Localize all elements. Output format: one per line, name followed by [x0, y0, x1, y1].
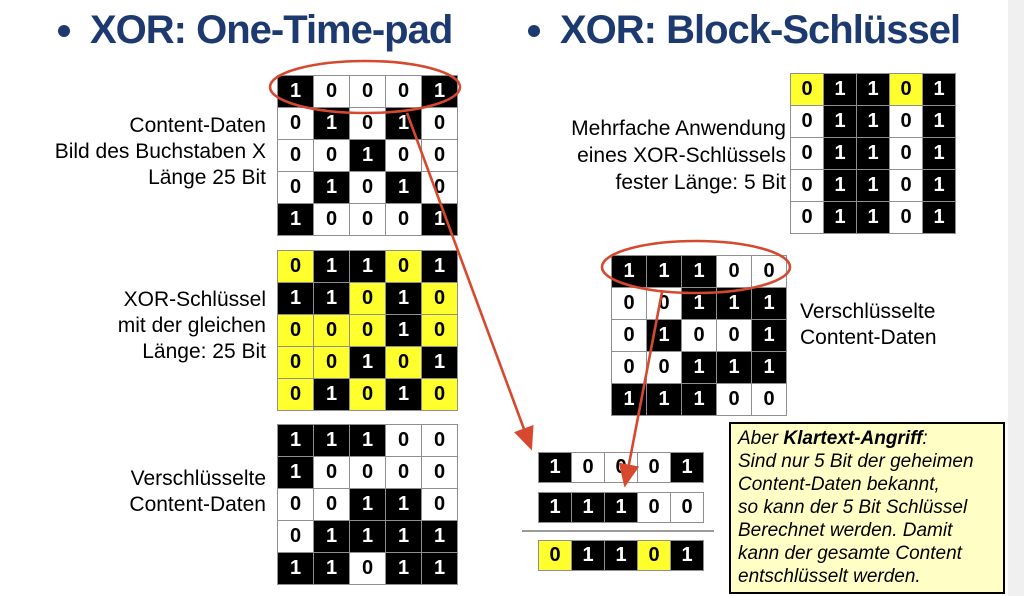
- grid-cell: 1: [612, 256, 646, 287]
- grid-cell: 1: [717, 352, 751, 383]
- attack-plain-row: [538, 452, 704, 483]
- grid-cell: 1: [386, 521, 421, 552]
- grid-cell: 1: [386, 108, 421, 139]
- grid-cell: 1: [539, 493, 571, 522]
- right-title: XOR: Block-Schlüssel: [560, 8, 961, 52]
- grid-cell: 0: [422, 425, 457, 456]
- grid-cell: 0: [422, 489, 457, 520]
- grid-cell: 0: [647, 288, 681, 319]
- grid-cell: 0: [278, 140, 313, 171]
- grid-cell: 1: [605, 493, 637, 522]
- grid-cell: 0: [278, 251, 313, 282]
- grid-cell: 0: [572, 453, 604, 482]
- grid-cell: 0: [314, 315, 349, 346]
- grid-cell: 0: [752, 384, 786, 415]
- grid-cell: 0: [422, 140, 457, 171]
- encrypted-data-label-left: Verschlüsselte Content-Daten: [129, 467, 266, 516]
- grid-cell: 0: [386, 347, 421, 378]
- grid-cell: 1: [857, 74, 889, 105]
- page-right-margin: [1008, 0, 1024, 596]
- grid-cell: 0: [422, 283, 457, 314]
- grid-cell: 0: [791, 170, 823, 201]
- grid-cell: 0: [314, 76, 349, 107]
- grid-cell: 0: [890, 106, 922, 137]
- grid-cell: 1: [386, 283, 421, 314]
- grid-cell: 0: [278, 172, 313, 203]
- grid-cell: 1: [278, 283, 313, 314]
- grid-cell: 1: [682, 384, 716, 415]
- grid-cell: 1: [314, 425, 349, 456]
- grid-cell: 0: [422, 315, 457, 346]
- grid-cell: 0: [314, 489, 349, 520]
- grid-cell: 0: [350, 76, 385, 107]
- grid-cell: 1: [422, 553, 457, 584]
- grid-cell: 1: [647, 256, 681, 287]
- grid-cell: 0: [791, 202, 823, 233]
- grid-cell: 0: [717, 384, 751, 415]
- grid-cell: 1: [857, 202, 889, 233]
- grid-cell: 0: [791, 138, 823, 169]
- grid-cell: 1: [923, 138, 955, 169]
- grid-cell: 1: [671, 541, 703, 570]
- grid-cell: 0: [682, 320, 716, 351]
- grid-cell: 0: [539, 541, 571, 570]
- grid-cell: 0: [717, 256, 751, 287]
- grid-cell: 1: [923, 202, 955, 233]
- grid-cell: 1: [752, 320, 786, 351]
- grid-cell: 0: [612, 320, 646, 351]
- grid-cell: 1: [386, 172, 421, 203]
- grid-cell: 0: [350, 553, 385, 584]
- grid-cell: 1: [857, 106, 889, 137]
- grid-cell: 1: [857, 170, 889, 201]
- right-title-row: [528, 8, 960, 53]
- grid-cell: 1: [923, 106, 955, 137]
- grid-cell: 0: [314, 204, 349, 235]
- grid-cell: 1: [647, 320, 681, 351]
- grid-cell: 0: [647, 352, 681, 383]
- content-data-label: Content-Daten Bild des Buchstaben X Länge 25 Bit: [54, 114, 266, 189]
- grid-cell: 1: [278, 553, 313, 584]
- grid-cell: 0: [386, 457, 421, 488]
- grid-cell: 0: [422, 379, 457, 410]
- grid-cell: 1: [572, 541, 604, 570]
- grid-cell: 0: [422, 457, 457, 488]
- grid-cell: 1: [612, 384, 646, 415]
- grid-cell: 0: [612, 288, 646, 319]
- grid-cell: 0: [278, 521, 313, 552]
- grid-cell: 0: [386, 76, 421, 107]
- grid-cell: 1: [386, 489, 421, 520]
- grid-cell: 0: [890, 74, 922, 105]
- grid-cell: 0: [422, 108, 457, 139]
- note-line: entschlüsselt werden.: [738, 566, 921, 587]
- grid-cell: 1: [605, 541, 637, 570]
- xor-key-label: XOR-Schlüssel mit der gleichen Länge: 25 Bit: [117, 288, 266, 363]
- encrypted-data-label-right: Verschlüsselte Content-Daten: [800, 300, 937, 349]
- grid-cell: 1: [314, 283, 349, 314]
- grid-cell: 1: [572, 493, 604, 522]
- grid-cell: 1: [350, 425, 385, 456]
- grid-cell: 1: [386, 379, 421, 410]
- grid-cell: 1: [278, 76, 313, 107]
- grid-cell: 1: [824, 74, 856, 105]
- grid-cell: 1: [314, 553, 349, 584]
- grid-cell: 1: [682, 352, 716, 383]
- grid-cell: 0: [612, 352, 646, 383]
- grid-cell: 1: [350, 489, 385, 520]
- grid-cell: 0: [314, 140, 349, 171]
- attack-key-row: [538, 540, 704, 571]
- block-key-grid: [790, 73, 956, 234]
- grid-cell: 0: [638, 453, 670, 482]
- attack-cipher-row: [538, 492, 704, 523]
- grid-cell: 1: [539, 453, 571, 482]
- grid-cell: 0: [605, 453, 637, 482]
- grid-cell: 0: [278, 347, 313, 378]
- grid-cell: 1: [923, 74, 955, 105]
- grid-cell: 0: [278, 108, 313, 139]
- grid-cell: 1: [671, 453, 703, 482]
- grid-cell: 1: [824, 106, 856, 137]
- grid-cell: 1: [314, 379, 349, 410]
- grid-cell: 0: [314, 457, 349, 488]
- grid-cell: 1: [278, 204, 313, 235]
- grid-cell: 1: [647, 384, 681, 415]
- grid-cell: 0: [717, 320, 751, 351]
- grid-cell: 0: [386, 251, 421, 282]
- grid-cell: 0: [791, 74, 823, 105]
- grid-cell: 0: [350, 108, 385, 139]
- encrypted-grid-left: [277, 424, 458, 585]
- grid-cell: 1: [350, 140, 385, 171]
- grid-cell: 1: [422, 76, 457, 107]
- grid-cell: 0: [350, 457, 385, 488]
- grid-cell: 1: [824, 170, 856, 201]
- grid-cell: 0: [350, 204, 385, 235]
- grid-cell: 1: [857, 138, 889, 169]
- grid-cell: 1: [350, 251, 385, 282]
- note-line: so kann der 5 Bit Schlüssel: [738, 497, 968, 518]
- grid-cell: 1: [824, 202, 856, 233]
- grid-cell: 0: [386, 204, 421, 235]
- bullet-icon: [528, 25, 540, 37]
- grid-cell: 0: [422, 172, 457, 203]
- grid-cell: 1: [923, 170, 955, 201]
- grid-cell: 1: [386, 553, 421, 584]
- grid-cell: 0: [752, 256, 786, 287]
- note-line: Content-Daten bekannt,: [738, 474, 940, 495]
- grid-cell: 0: [638, 541, 670, 570]
- grid-cell: 1: [278, 425, 313, 456]
- grid-cell: 0: [278, 315, 313, 346]
- grid-cell: 1: [314, 172, 349, 203]
- grid-cell: 0: [350, 379, 385, 410]
- grid-cell: 1: [717, 288, 751, 319]
- left-title: XOR: One-Time-pad: [90, 8, 453, 52]
- grid-cell: 0: [890, 202, 922, 233]
- grid-cell: 0: [350, 172, 385, 203]
- note-line: kann der gesamte Content: [738, 543, 962, 564]
- grid-cell: 0: [386, 425, 421, 456]
- bullet-icon: [58, 25, 70, 37]
- grid-cell: 1: [422, 521, 457, 552]
- grid-cell: 0: [671, 493, 703, 522]
- grid-cell: 1: [682, 256, 716, 287]
- grid-cell: 1: [278, 457, 313, 488]
- grid-cell: 0: [638, 493, 670, 522]
- grid-cell: 0: [890, 138, 922, 169]
- grid-cell: 1: [314, 521, 349, 552]
- grid-cell: 0: [314, 347, 349, 378]
- grid-cell: 1: [682, 288, 716, 319]
- grid-cell: 1: [350, 347, 385, 378]
- grid-cell: 1: [752, 352, 786, 383]
- grid-cell: 0: [350, 315, 385, 346]
- note-line: Aber Klartext-Angriff:: [738, 428, 928, 449]
- grid-cell: 1: [824, 138, 856, 169]
- sum-line: [522, 530, 714, 532]
- grid-cell: 1: [422, 347, 457, 378]
- grid-cell: 0: [278, 379, 313, 410]
- left-title-row: [58, 8, 452, 53]
- note-line: Berechnet werden. Damit: [738, 520, 953, 541]
- content-data-grid: [277, 75, 458, 236]
- grid-cell: 0: [791, 106, 823, 137]
- klartext-angriff-note: [729, 422, 1005, 594]
- encrypted-grid-right: [611, 255, 787, 416]
- grid-cell: 1: [386, 315, 421, 346]
- grid-cell: 1: [314, 251, 349, 282]
- xor-key-grid: [277, 250, 458, 411]
- grid-cell: 1: [350, 521, 385, 552]
- grid-cell: 0: [278, 489, 313, 520]
- grid-cell: 0: [890, 170, 922, 201]
- note-line: Sind nur 5 Bit der geheimen: [738, 451, 974, 472]
- grid-cell: 1: [422, 204, 457, 235]
- grid-cell: 0: [386, 140, 421, 171]
- grid-cell: 0: [350, 283, 385, 314]
- grid-cell: 1: [422, 251, 457, 282]
- block-key-label: Mehrfache Anwendung eines XOR-Schlüssels fester Länge: 5 Bit: [571, 117, 786, 194]
- grid-cell: 1: [314, 108, 349, 139]
- grid-cell: 1: [752, 288, 786, 319]
